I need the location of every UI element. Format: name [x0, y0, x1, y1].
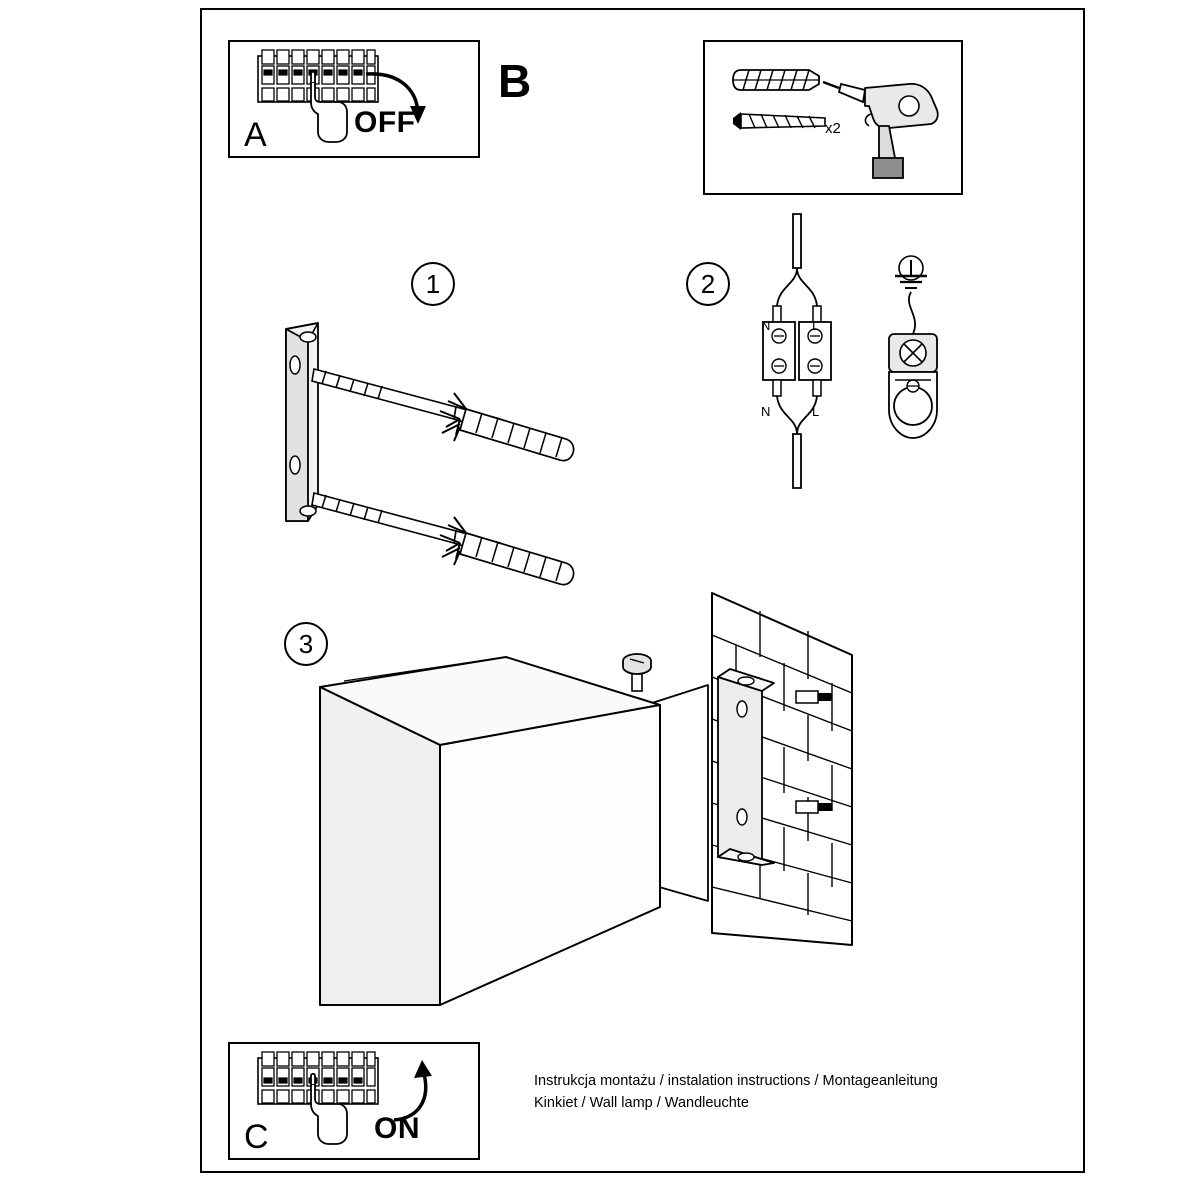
tools-quantity-label: x2 — [825, 120, 841, 137]
breaker-off-illustration — [248, 46, 458, 156]
terminal-label-l-bottom: L — [812, 404, 820, 419]
panel-a — [228, 40, 480, 158]
footer-text-block — [534, 1070, 938, 1115]
footer-line-2: Kinkiet / Wall lamp / Wandleuchte — [534, 1095, 749, 1112]
step-3-illustration — [300, 585, 870, 1025]
wall-plug-icon-2 — [440, 517, 574, 585]
step-1-number — [411, 262, 455, 306]
earth-symbol-icon — [895, 256, 927, 288]
panel-a-action-label: OFF — [354, 106, 416, 139]
panel-tools — [703, 40, 963, 195]
panel-c-letter: C — [244, 1118, 269, 1156]
terminal-label-n-bottom: N — [761, 404, 771, 419]
mounting-bracket-icon — [286, 323, 318, 521]
screw-icon — [733, 112, 825, 130]
wall-plug-icon — [733, 70, 819, 90]
terminal-label-l-top: L — [812, 318, 820, 333]
terminal-label-n-top: N — [761, 318, 771, 333]
step-1-illustration — [270, 315, 660, 605]
panel-a-letter: A — [244, 116, 267, 154]
wall-plug-icon-1 — [440, 393, 574, 461]
grub-screw-icon — [623, 654, 651, 691]
terminal-block-icon — [763, 214, 831, 488]
step-2-illustration — [745, 210, 985, 500]
footer-line-1: Instrukcja montażu / instalation instructions / Montageanleitung — [534, 1073, 938, 1089]
panel-c — [228, 1042, 480, 1160]
step-1-number-label: 1 — [425, 268, 441, 299]
breaker-on-illustration — [248, 1048, 458, 1158]
cable-clamp-icon — [889, 292, 937, 438]
step-2-number — [686, 262, 730, 306]
step-2-number-label: 2 — [700, 268, 716, 299]
cube-wall-lamp-icon — [320, 654, 660, 1005]
step-3-number-label: 3 — [298, 628, 314, 659]
panel-c-action-label: ON — [374, 1112, 420, 1145]
panel-b-letter: B — [498, 55, 532, 107]
